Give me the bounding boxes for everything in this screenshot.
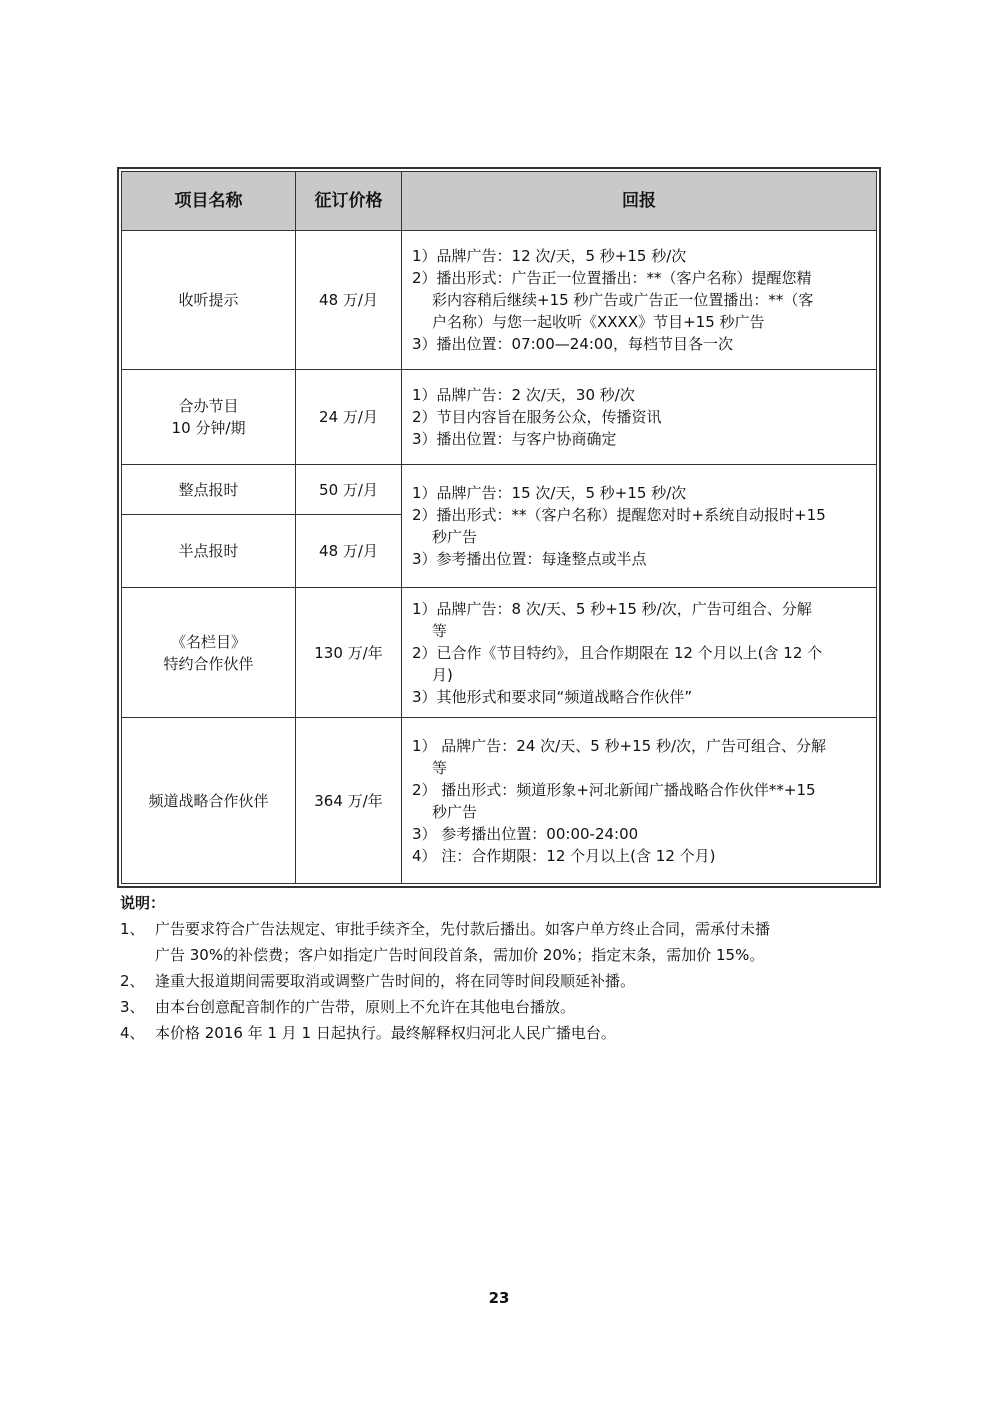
note-item [120,1020,882,1046]
note-number: 3、 [120,998,145,1016]
reward-line: 秒广告 [432,528,478,546]
note-text [155,916,882,968]
table-row [122,465,877,515]
note-text: 逢重大报道期间需要取消或调整广告时间的，将在同等时间段顺延补播。 [155,972,636,990]
reward-line: 2）节目内容旨在服务公众，传播资讯 [412,408,662,426]
reward-line: 等 [432,758,448,777]
note-text: 本价格 2016 年 1 月 1 日起执行。最终解释权归河北人民广播电台。 [155,1024,616,1042]
note-item [120,968,882,994]
project-price: 50 万/月 [296,465,402,515]
project-reward [402,370,877,465]
note-item [120,994,882,1020]
note-item [120,916,882,968]
reward-line: 1）品牌广告：2 次/天，30 秒/次 [412,386,635,404]
notes-title: 说明： [120,894,166,912]
reward-line: 2）播出形式：广告正一位置播出：**（客户名称）提醒您精 [412,269,812,287]
reward-line: 户名称）与您一起收听《XXXX》节目+15 秒广告 [432,313,765,331]
reward-line: 2）已合作《节目特约》，且合作期限在 12 个月以上(含 12 个 [412,643,823,662]
project-name-line: 合办节目 [178,397,239,415]
project-reward [402,231,877,370]
note-text-line: 广告要求符合广告法规定、审批手续齐全，先付款后播出。如客户单方终止合同，需承付未播 [155,920,771,938]
header-project-name: 项目名称 [122,172,296,231]
table-row [122,231,877,370]
reward-line: 1） 品牌广告：24 次/天、5 秒+15 秒/次，广告可组合、分解 [412,736,827,755]
reward-line: 3）其他形式和要求同“频道战略合作伙伴” [412,687,693,706]
reward-line: 2） 播出形式：频道形象+河北新闻广播战略合作伙伴**+15 [412,780,816,799]
project-name: 频道战略合作伙伴 [122,718,296,884]
reward-line: 3）播出位置：与客户协商确定 [412,430,617,448]
project-reward [402,588,877,718]
note-text: 由本台创意配音制作的广告带，原则上不允许在其他电台播放。 [155,998,576,1016]
project-name [122,370,296,465]
header-price: 征订价格 [296,172,402,231]
project-price: 130 万/年 [296,588,402,718]
project-price: 24 万/月 [296,370,402,465]
project-reward [402,465,877,588]
reward-line: 3）播出位置：07:00—24:00，每档节目各一次 [412,335,734,353]
table-row [122,718,877,884]
note-number: 1、 [120,920,145,938]
project-name-line: 《名栏目》 [170,632,246,651]
reward-line: 2）播出形式：**（客户名称）提醒您对时+系统自动报时+15 [412,506,826,524]
reward-line: 等 [432,621,448,640]
reward-line: 1）品牌广告：12 次/天，5 秒+15 秒/次 [412,247,687,265]
project-price: 48 万/月 [296,231,402,370]
page-number: 23 [488,1289,510,1307]
project-reward [402,718,877,884]
project-name [122,588,296,718]
project-name: 整点报时 [122,465,296,515]
note-text-line: 广告 30%的补偿费；客户如指定广告时间段首条，需加价 20%；指定末条，需加价 15%。 [155,946,765,964]
table-row [122,370,877,465]
table-header-row [122,172,877,231]
rate-table [117,167,881,888]
reward-line: 彩内容稍后继续+15 秒广告或广告正一位置播出：**（客 [432,291,814,309]
rate-table-grid [121,171,877,884]
note-number: 4、 [120,1024,145,1042]
reward-line: 3）参考播出位置：每逢整点或半点 [412,550,647,568]
project-price: 48 万/月 [296,515,402,588]
project-name: 半点报时 [122,515,296,588]
reward-line: 秒广告 [432,802,478,821]
reward-line: 月) [432,665,453,684]
project-price: 364 万/年 [296,718,402,884]
project-name-line: 特约合作伙伴 [163,654,254,673]
reward-line: 4） 注：合作期限：12 个月以上(含 12 个月) [412,846,716,865]
note-number: 2、 [120,972,145,990]
project-name-line: 10 分钟/期 [171,419,246,437]
header-reward: 回报 [402,172,877,231]
notes-section [120,890,882,1046]
reward-line: 3） 参考播出位置：00:00-24:00 [412,824,639,843]
reward-line: 1）品牌广告：15 次/天，5 秒+15 秒/次 [412,484,687,502]
project-name: 收听提示 [122,231,296,370]
reward-line: 1）品牌广告：8 次/天、5 秒+15 秒/次，广告可组合、分解 [412,599,812,618]
table-row [122,588,877,718]
